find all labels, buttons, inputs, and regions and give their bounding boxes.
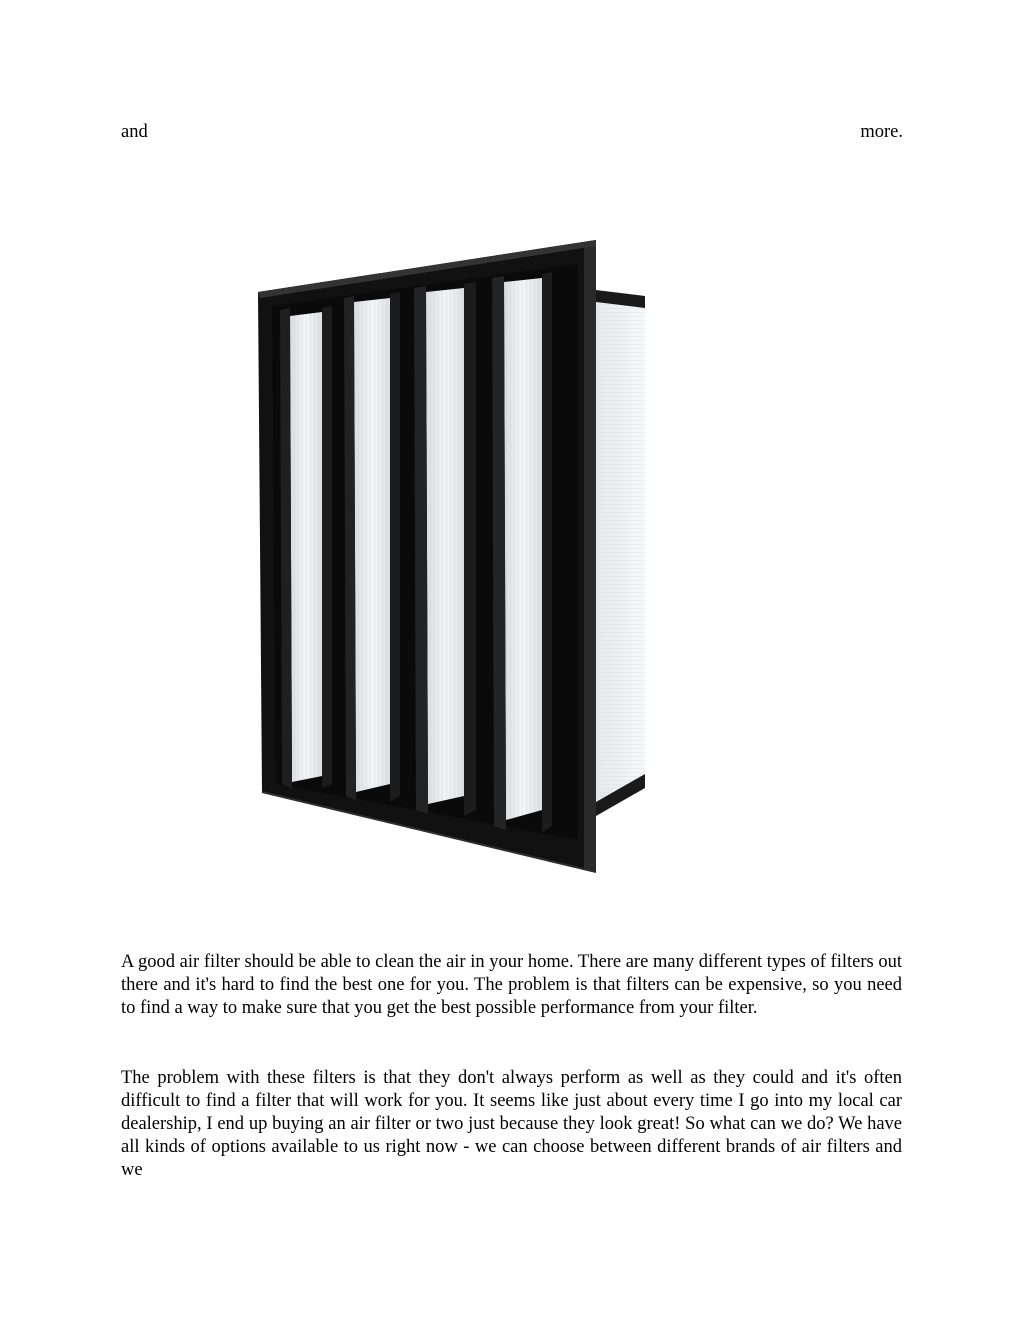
body-paragraph-2: The problem with these filters is that they don't always perform as well as they could and it's often difficult to find a filter that will work for you. It seems like just about every time I go into my local car dealership, I end up buying an air filter or two just because they look great! So what can we do? We have all kinds of options available to us right now - we can choose between different brands of air filters and we [121, 1068, 902, 1180]
word-more: more. [860, 122, 903, 142]
text-line-top [121, 121, 903, 144]
body-paragraph-1: A good air filter should be able to clean the air in your home. There are many different types of filters out there and it's hard to find the best one for you. The problem is that filters can be expensive, so you need to find a way to make sure that you get the best possible performance from your filter. [121, 952, 902, 1018]
word-and: and [121, 122, 148, 142]
air-filter-image [250, 236, 660, 880]
